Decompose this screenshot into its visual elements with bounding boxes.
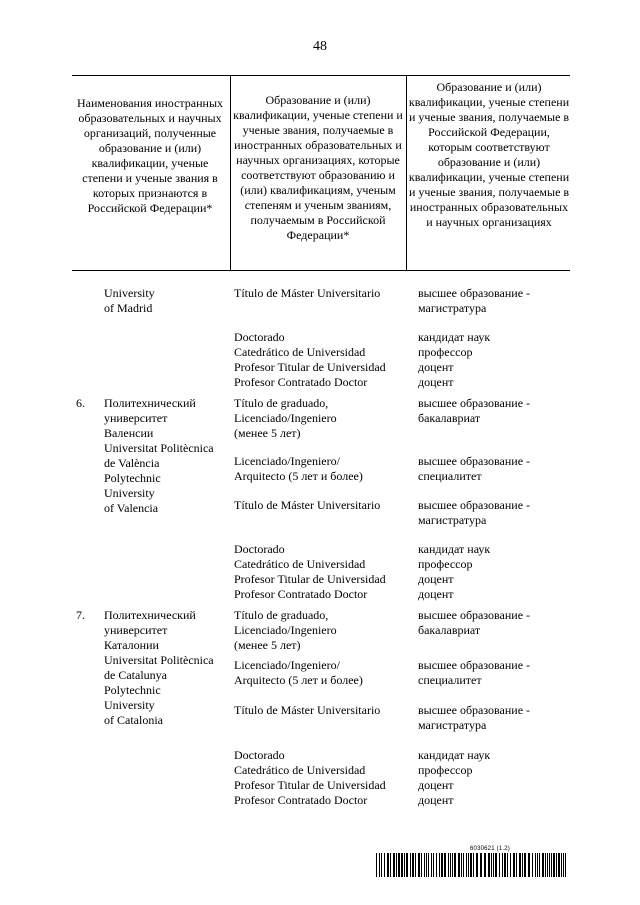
barcode-bar <box>561 853 562 877</box>
barcode-bar <box>404 853 405 877</box>
barcode-bar <box>401 853 403 877</box>
barcode-bar <box>539 853 540 877</box>
barcode-bar <box>528 853 530 877</box>
barcode-bar <box>379 853 380 877</box>
entry-7-organization-name: Политехнический университет Каталонии Universitat Politècnica de Catalunya Polytechnic University of Catalonia <box>104 608 214 727</box>
barcode-bar <box>428 853 429 877</box>
barcode-bar <box>376 853 377 877</box>
barcode-bar <box>507 853 508 877</box>
entry-6-row-4-foreign: Doctorado Catedrático de Universidad Profesor Titular de Universidad Profesor Contratado Doctor <box>234 542 386 601</box>
header-col-organizations: Наименования иностранных образовательных и научных организаций, полученные образование и (или) квалификации, ученые степени и ученые звания в которых признаются в Российской Федерации* <box>76 96 224 215</box>
barcode-bar <box>565 853 566 877</box>
barcode-bar <box>563 853 564 877</box>
barcode-bar <box>542 853 544 877</box>
entry-6-row-4-russian: кандидат наук профессор доцент доцент <box>418 542 491 601</box>
entry-7-row-1-russian: высшее образование - бакалавриат <box>418 608 531 637</box>
page-number: 48 <box>313 39 327 54</box>
barcode-bar <box>398 853 400 877</box>
entry-6-row-2-russian: высшее образование - специалитет <box>418 454 531 483</box>
barcode-bar <box>444 853 446 877</box>
barcode-bar <box>553 853 555 877</box>
barcode-bar <box>436 853 437 877</box>
barcode-bar <box>463 853 464 877</box>
barcode-bar <box>441 853 443 877</box>
barcode-bar <box>396 853 397 877</box>
barcode-bar <box>480 853 482 877</box>
document-code: 6030621 (1.2) <box>470 846 510 852</box>
continuation-row-1-foreign: Título de Máster Universitario <box>234 286 381 300</box>
barcode-bar <box>468 853 469 877</box>
barcode-bar <box>384 853 385 877</box>
entry-6-row-3-foreign: Título de Máster Universitario <box>234 498 381 512</box>
barcode-bar <box>513 853 515 877</box>
barcode-bar <box>421 853 422 877</box>
entry-7-row-1-foreign: Título de graduado, Licenciado/Ingeniero (менее 5 лет) <box>234 608 337 652</box>
barcode-bar <box>504 853 506 877</box>
barcode-bar <box>461 853 462 877</box>
barcode-bar <box>491 853 492 877</box>
barcode-bar <box>418 853 420 877</box>
entry-6-organization-name: Политехнический университет Валенсии Universitat Politècnica de València Polytechnic University of Valencia <box>104 396 214 515</box>
barcode-bar <box>522 853 523 877</box>
continuation-row-2-russian: кандидат наук профессор доцент доцент <box>418 330 491 389</box>
entry-7-row-2-russian: высшее образование - специалитет <box>418 658 531 687</box>
header-col-foreign-qualifications: Образование и (или) квалификации, ученые степени и ученые звания, получаемые в иностранных образовательных и научных организациях, которые соответствуют образованию и (или) квалификациям, ученым степеням и ученым званиям, получаемым в Российской Федерации* <box>233 93 403 242</box>
barcode-bar <box>390 853 391 877</box>
entry-6-row-1-russian: высшее образование - бакалавриат <box>418 396 531 425</box>
barcode-bar <box>545 853 546 877</box>
entry-6-number: 6. <box>76 396 85 410</box>
barcode-bar <box>458 853 460 877</box>
entry-7-row-4-foreign: Doctorado Catedrático de Universidad Profesor Titular de Universidad Profesor Contratado Doctor <box>234 748 386 807</box>
barcode-bar <box>454 853 456 877</box>
barcode-bar <box>412 853 414 877</box>
barcode-bar <box>499 853 500 877</box>
barcode-bar <box>516 853 517 877</box>
barcode-bar <box>556 853 557 877</box>
barcode-bar <box>439 853 440 877</box>
barcode-bar <box>424 853 425 877</box>
barcode-bar <box>558 853 560 877</box>
barcode-bar <box>410 853 411 877</box>
table-header-bottom-rule <box>72 270 570 271</box>
barcode-bar <box>381 853 382 877</box>
barcode-bar <box>549 853 550 877</box>
barcode-bar <box>519 853 521 877</box>
entry-6-row-2-foreign: Licenciado/Ingeniero/ Arquitecto (5 лет и более) <box>234 454 363 483</box>
barcode-bar <box>547 853 548 877</box>
table-top-rule <box>72 75 570 76</box>
continuation-name: University of Madrid <box>104 286 155 315</box>
entry-7-row-3-foreign: Título de Máster Universitario <box>234 703 381 717</box>
entry-7-row-3-russian: высшее образование - магистратура <box>418 703 531 732</box>
barcode-bar <box>535 853 536 877</box>
entry-7-row-2-foreign: Licenciado/Ingeniero/ Arquitecto (5 лет и более) <box>234 658 363 687</box>
barcode-bar <box>393 853 395 877</box>
barcode-bar <box>551 853 552 877</box>
barcode-bar <box>450 853 451 877</box>
barcode-bar <box>448 853 449 877</box>
entry-6-row-1-foreign: Título de graduado, Licenciado/Ingeniero (менее 5 лет) <box>234 396 337 440</box>
entry-7-row-4-russian: кандидат наук профессор доцент доцент <box>418 748 491 807</box>
barcode-bar <box>415 853 416 877</box>
barcode-bar <box>470 853 472 877</box>
barcode-bar <box>502 853 503 877</box>
column-divider-1 <box>230 76 231 270</box>
entry-7-number: 7. <box>76 608 85 622</box>
column-divider-2 <box>406 76 407 270</box>
barcode-bar <box>406 853 408 877</box>
barcode-bar <box>433 853 434 877</box>
barcode-bar <box>493 853 494 877</box>
barcode-bar <box>510 853 511 877</box>
barcode-bar <box>495 853 497 877</box>
barcode <box>376 853 570 877</box>
header-col-russian-equivalents: Образование и (или) квалификации, ученые степени и ученые звания, получаемые в Российской Федерации, которым соответствуют образование и (или) квалификации, ученые степени и ученые звания, получаемые в иностранных образовательных и научных организациях <box>408 80 570 229</box>
barcode-bar <box>488 853 490 877</box>
entry-6-row-3-russian: высшее образование - магистратура <box>418 498 531 527</box>
barcode-bar <box>452 853 453 877</box>
barcode-bar <box>466 853 467 877</box>
continuation-row-1-russian: высшее образование - магистратура <box>418 286 531 315</box>
barcode-bar <box>426 853 427 877</box>
barcode-bar <box>387 853 389 877</box>
barcode-bar <box>537 853 538 877</box>
continuation-row-2-foreign: Doctorado Catedrático de Universidad Profesor Titular de Universidad Profesor Contratado Doctor <box>234 330 386 389</box>
barcode-bar <box>473 853 474 877</box>
barcode-bar <box>484 853 486 877</box>
barcode-bar <box>532 853 533 877</box>
barcode-bar <box>524 853 526 877</box>
barcode-bar <box>476 853 478 877</box>
barcode-bar <box>431 853 432 877</box>
